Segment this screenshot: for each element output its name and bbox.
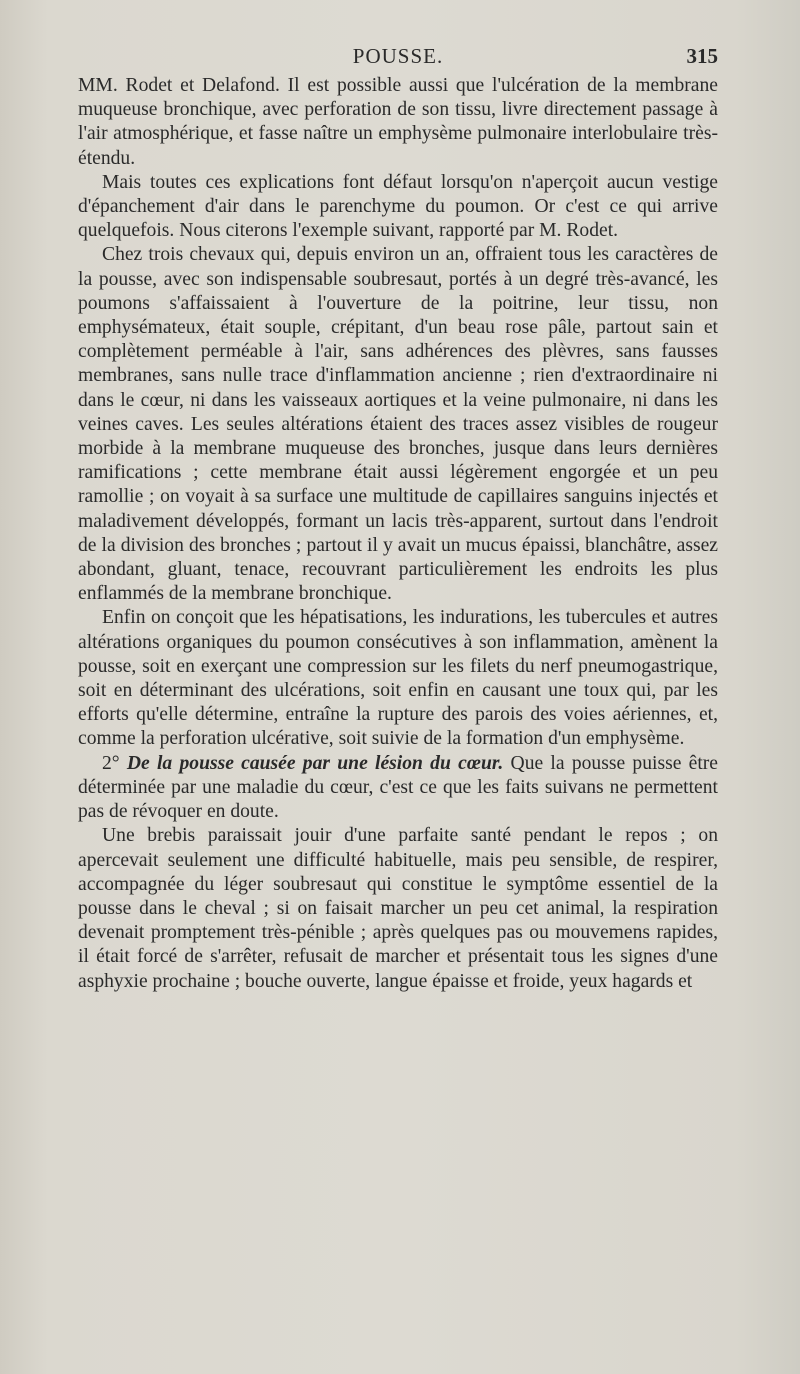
body-text [78,74,718,994]
running-head [78,44,718,72]
paragraph: Mais toutes ces explications font défaut lorsqu'on n'aperçoit aucun vestige d'épanchement d'air dans le parenchyme du poumon. Or c'est ce qui arrive quelquefois. Nous citerons l'exemple suivant, rapporté par M. Rodet. [78,171,718,242]
subsection-text: Que la pousse puisse être déterminée par une maladie du cœur, c'est ce que les faits suivans ne permettent pas de révoquer en doute. [78,752,718,823]
paragraph: Chez trois chevaux qui, depuis environ un an, offraient tous les caractères de la pousse, avec son indispensable soubresaut, portés à un degré très-avancé, les poumons s'affaissaient à l'ouverture de la poitrine, leur tissu, non emphysémateux, était souple, crépitant, d'un beau rose pâle, partout sain et complètement perméable à l'air, sans adhérences des plèvres, sans fausses membranes, sans nulle trace d'inflammation ancienne ; rien d'extraordinaire ni dans le cœur, ni dans les vaisseaux aortiques et la veine pulmonaire, ni dans les veines caves. Les seules altérations étaient des traces assez visibles de rougeur morbide à la membrane muqueuse des bronches, jusque dans leurs dernières ramifications ; cette membrane était aussi légèrement engorgée et un peu ramollie ; on voyait à sa surface une multitude de capillaires sanguins injectés et maladivement développés, formant un lacis très-apparent, surtout dans l'endroit de la division des bronches ; partout il y avait un mucus épaissi, blanchâtre, assez abondant, gluant, tenace, recouvrant particulièrement les endroits les plus enflammés de la membrane bronchique. [78,244,718,605]
subsection-number: 2° [102,752,120,774]
paragraph: MM. Rodet et Delafond. Il est possible aussi que l'ulcération de la membrane muqueuse bronchique, avec perforation de son tissu, livre directement passage à l'air atmosphérique, et fasse naître un emphysème pulmonaire interlobulaire très-étendu. [78,75,718,169]
subsection-paragraph [78,752,718,825]
paragraph: Enfin on conçoit que les hépatisations, les indurations, les tubercules et autres altérations organiques du poumon consécutives à son inflammation, amènent la pousse, soit en exerçant une compression sur les filets du nerf pneumogastrique, soit en déterminant des ulcérations, soit enfin en causant une toux qui, par les efforts qu'elle détermine, entraîne la rupture des parois des voies aériennes, et, comme la perforation ulcérative, soit suivie de la formation d'un emphysème. [78,607,718,750]
running-title: POUSSE. [352,44,444,68]
paragraph: Une brebis paraissait jouir d'une parfaite santé pendant le repos ; on apercevait seulement une difficulté habituelle, mais peu sensible, de respirer, accompagnée du léger soubresaut qui constitue le symptôme essentiel de la pousse dans le cheval ; si on faisait marcher un peu cet animal, la respiration devenait promptement très-pénible ; après quelques pas ou mouvemens rapides, il était forcé de s'arrêter, refusait de marcher et présentait tous les signes d'une asphyxie prochaine ; bouche ouverte, langue épaisse et froide, yeux hagards et [78,825,718,992]
page-number: 315 [686,44,718,68]
subsection-heading: De la pousse causée par une lésion du cœur. [126,752,504,774]
